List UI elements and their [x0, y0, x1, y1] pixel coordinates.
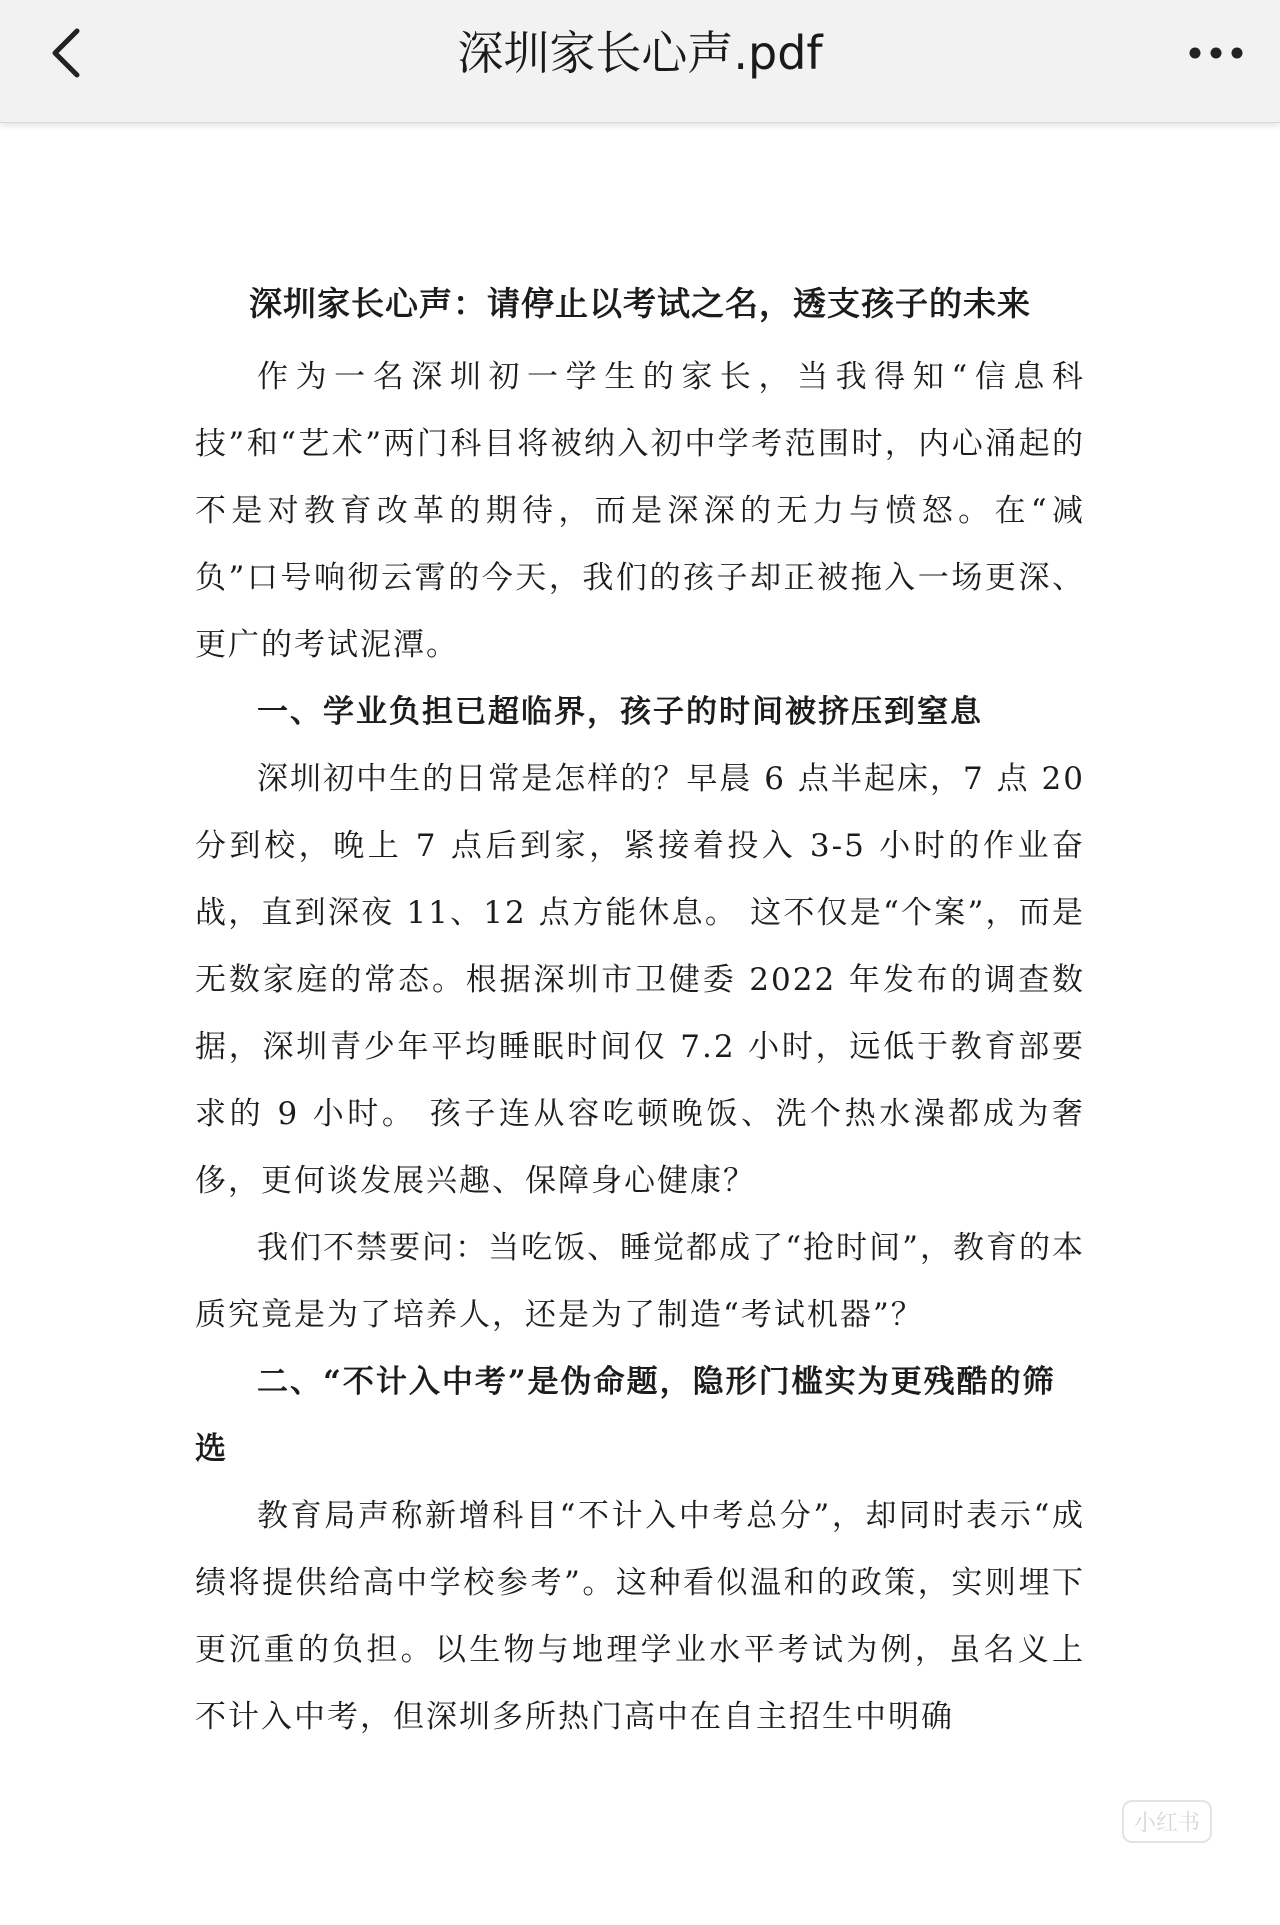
watermark-logo: 小红书 — [1122, 1800, 1212, 1843]
chevron-left-icon — [49, 27, 83, 79]
pdf-content — [195, 278, 1085, 1751]
back-button[interactable] — [36, 18, 96, 88]
document-title: 深圳家长心声.pdf — [457, 26, 823, 80]
section-heading-2: 二、“不计入中考”是伪命题，隐形门槛实为更残酷的筛选 — [195, 1364, 1056, 1467]
paragraph-intro: 作为一名深圳初一学生的家长，当我得知“信息科技”和“艺术”两门科目将被纳入初中学考范围时，内心涌起的不是对教育改革的期待，而是深深的无力与愤怒。在“减负”口号响彻云霄的今天，我们的孩子却正被拖入一场更深、更广的考试泥潭。 — [195, 359, 1085, 663]
article-title: 深圳家长心声：请停止以考试之名，透支孩子的未来 — [249, 284, 1031, 323]
top-navigation-bar — [0, 0, 1280, 123]
pdf-page[interactable] — [0, 123, 1280, 1925]
paragraph-policy: 教育局声称新增科目“不计入中考总分”，却同时表示“成绩将提供给高中学校参考”。这种看似温和的政策，实则埋下更沉重的负担。以生物与地理学业水平考试为例，虽名义上不计入中考，但深圳多所热门高中在自主招生中明确 — [195, 1498, 1085, 1735]
more-options-button[interactable] — [1176, 18, 1256, 88]
more-dots-icon — [1188, 46, 1244, 60]
paragraph-schedule: 深圳初中生的日常是怎样的？早晨 6 点半起床，7 点 20 分到校，晚上 7 点后到家，紧接着投入 3-5 小时的作业奋战，直到深夜 11、12 点方能休息。 这不仅是“个案”，而是无数家庭的常态。根据深圳市卫健委 2022 年发布的调查数据，深圳青少年平均睡眠时间仅 7.2 小时，远低于教育部要求的 9 小时。 孩子连从容吃顿晚饭、洗个热水澡都成为奢侈，更何谈发展兴趣、保障身心健康？ — [195, 761, 1085, 1199]
paragraph-question: 我们不禁要问：当吃饭、睡觉都成了“抢时间”，教育的本质究竟是为了培养人，还是为了制造“考试机器”？ — [195, 1230, 1085, 1333]
section-heading-1: 一、学业负担已超临界，孩子的时间被挤压到窒息 — [257, 694, 983, 730]
